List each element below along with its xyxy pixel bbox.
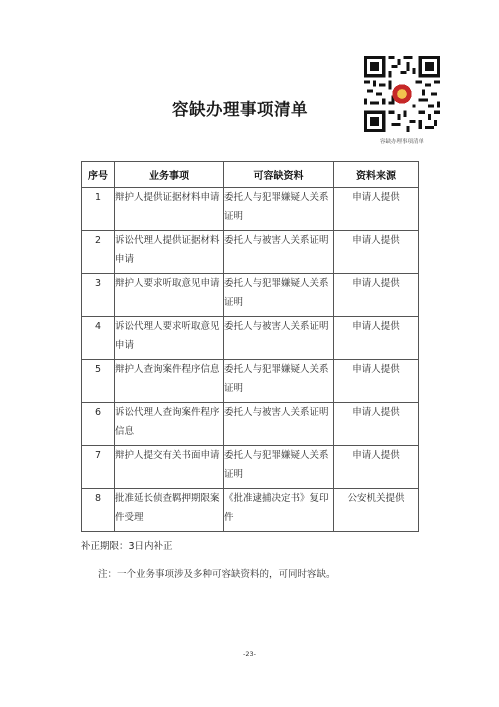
row-item: 辩护人要求听取意见申请 [115,274,224,317]
row-no: 2 [82,231,115,274]
row-no: 6 [82,403,115,446]
row-no: 7 [82,446,115,489]
row-no: 1 [82,188,115,231]
row-item: 诉讼代理人提供证据材料申请 [115,231,224,274]
row-item: 诉讼代理人要求听取意见申请 [115,317,224,360]
supplement-deadline: 补正期限：3日内补正 [81,541,173,552]
row-docs: 《批准逮捕决定书》复印件 [224,489,334,532]
row-source: 申请人提供 [334,403,419,446]
row-no: 3 [82,274,115,317]
item-table [81,161,419,532]
row-no: 8 [82,489,115,532]
qr-code-graphic [364,56,440,132]
row-source: 申请人提供 [334,317,419,360]
row-docs: 委托人与被害人关系证明 [224,317,334,360]
row-source: 申请人提供 [334,360,419,403]
header-source: 资料来源 [334,162,419,188]
page-number: -23- [243,650,256,658]
row-no: 5 [82,360,115,403]
table-row [82,446,419,489]
table-row [82,489,419,532]
row-no: 4 [82,317,115,360]
row-item: 诉讼代理人查询案件程序信息 [115,403,224,446]
row-source: 申请人提供 [334,446,419,489]
row-docs: 委托人与被害人关系证明 [224,403,334,446]
header-no: 序号 [82,162,115,188]
row-docs: 委托人与被害人关系证明 [224,231,334,274]
row-source: 申请人提供 [334,188,419,231]
table-row [82,188,419,231]
row-item: 辩护人提供证据材料申请 [115,188,224,231]
qr-caption: 容缺办理事项清单 [379,139,424,145]
table-header-row [82,162,419,188]
table-row [82,274,419,317]
row-item: 辩护人提交有关书面申请 [115,446,224,489]
row-item: 批准延长侦查羁押期限案件受理 [115,489,224,532]
row-source: 公安机关提供 [334,489,419,532]
row-item: 辩护人查询案件程序信息 [115,360,224,403]
header-item: 业务事项 [115,162,224,188]
table-row [82,360,419,403]
footnote: 注：一个业务事项涉及多种可容缺资料的，可同时容缺。 [98,569,336,580]
row-docs: 委托人与犯罪嫌疑人关系证明 [224,274,334,317]
row-docs: 委托人与犯罪嫌疑人关系证明 [224,446,334,489]
row-docs: 委托人与犯罪嫌疑人关系证明 [224,188,334,231]
row-source: 申请人提供 [334,274,419,317]
row-source: 申请人提供 [334,231,419,274]
row-docs: 委托人与犯罪嫌疑人关系证明 [224,360,334,403]
table-row [82,403,419,446]
document-title: 容缺办理事项清单 [172,100,308,119]
table-row [82,231,419,274]
header-docs: 可容缺资料 [224,162,334,188]
table-row [82,317,419,360]
qr-code [364,56,440,132]
